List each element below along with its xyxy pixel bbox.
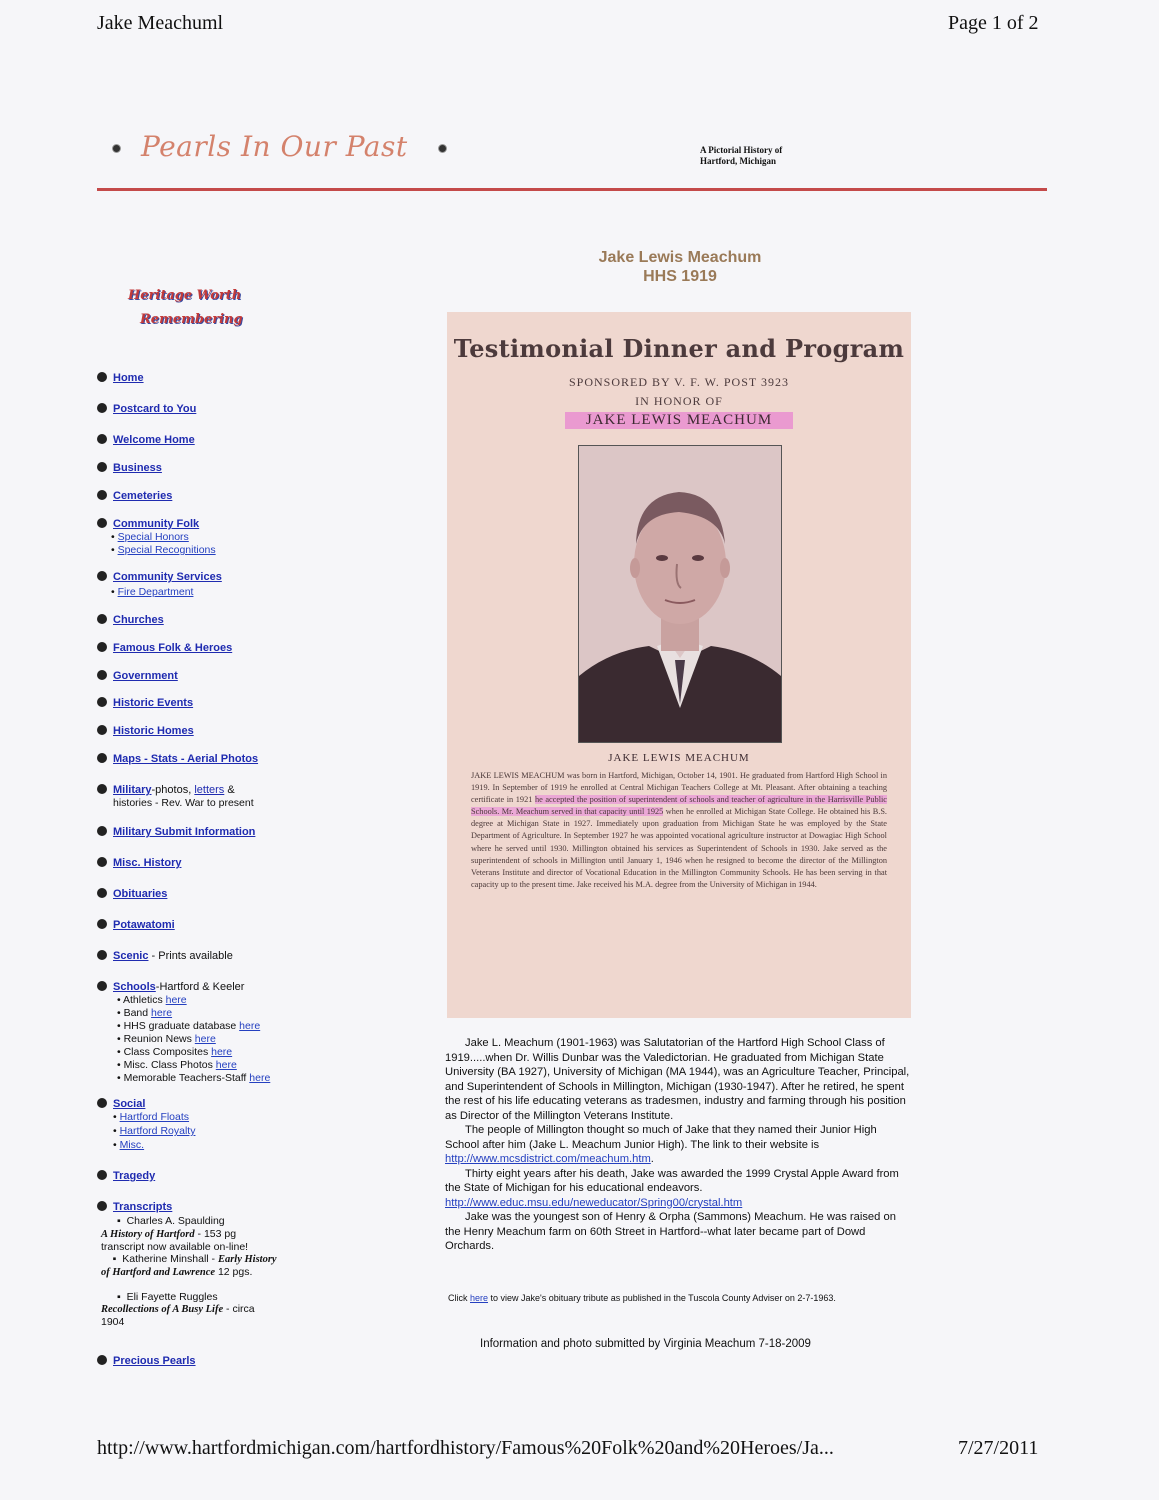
transcript-1-author: ▪ Charles A. Spaulding [117, 1215, 225, 1227]
nav-link-community-services[interactable]: Community Services [113, 571, 222, 583]
sub-here-link[interactable]: here [151, 1007, 173, 1019]
clipping-honor: IN HONOR OF [635, 394, 723, 408]
sub-here-link[interactable]: here [194, 1033, 216, 1045]
globe-icon [97, 434, 107, 444]
tagline-line-1: A Pictorial History of [700, 145, 783, 155]
nav-scenic-tail: - Prints available [148, 950, 233, 962]
nav-item-maps[interactable] [97, 753, 258, 765]
sub-label: • HHS graduate database [117, 1020, 240, 1032]
nav-link-home[interactable]: Home [113, 372, 144, 384]
nav-sub-hartford-floats[interactable]: • Hartford Floats [113, 1111, 190, 1123]
nav-item-government[interactable] [97, 670, 178, 682]
portrait-illustration [579, 446, 781, 742]
nav-sub-special-honors[interactable]: • Special Honors [111, 531, 189, 543]
bio-paragraph-3 [445, 1167, 913, 1211]
nav-link-welcome[interactable]: Welcome Home [113, 434, 195, 446]
bio-p3-text: Thirty eight years after his death, Jake was awarded the 1999 Crystal Apple Award from the State of Michigan for his educational endeavors. [445, 1167, 899, 1194]
globe-icon [97, 670, 107, 680]
pearl-icon [112, 144, 121, 153]
globe-icon [97, 725, 107, 735]
globe-icon [97, 1098, 107, 1108]
sub-here-link[interactable]: here [249, 1072, 271, 1084]
globe-icon [97, 490, 107, 500]
sub-label: • Athletics [117, 994, 166, 1006]
nav-link-potawatomi[interactable]: Potawatomi [113, 919, 175, 931]
nav-item-cemeteries[interactable] [97, 490, 172, 502]
nav-sub-band [117, 1007, 172, 1019]
nav-item-scenic[interactable] [97, 950, 233, 962]
transcript-author: Charles A. Spaulding [126, 1215, 225, 1227]
nav-link-community-folk[interactable]: Community Folk [113, 518, 200, 530]
nav-sub-hartford-royalty[interactable]: • Hartford Royalty [113, 1125, 196, 1137]
biography-text [445, 1036, 913, 1254]
bio-paragraph-1: Jake L. Meachum (1901-1963) was Salutatorian of the Hartford High School Class of 1919.....when Dr. Willis Dunbar was the Valedictorian. He graduated from Michigan State University (BA 1927), University of Michigan (MA 1944), was an Agriculture Teacher, Principal, and Superintendent of Schools in Millington, Michigan (1930-1947). After he retired, he spent the rest of his life educating veterans as tradesmen, industry and farming through his position as Director of the Millington Veterans Institute. [445, 1037, 910, 1122]
nav-military-tail-2: & [224, 784, 235, 796]
nav-military-tail: -photos, [151, 784, 195, 796]
nav-link-special-honors[interactable]: Special Honors [117, 531, 189, 543]
newspaper-clipping [447, 312, 911, 1018]
nav-link-famous-folk[interactable]: Famous Folk & Heroes [113, 642, 233, 654]
portrait-photo [578, 445, 782, 743]
obituary-link[interactable]: here [470, 1293, 489, 1303]
nav-link-historic-homes[interactable]: Historic Homes [113, 725, 194, 737]
globe-icon [97, 1201, 107, 1211]
nav-sub-class-composites [117, 1046, 232, 1058]
nav-link-letters[interactable]: letters [194, 784, 225, 796]
meachum-school-link[interactable]: http://www.mcsdistrict.com/meachum.htm [445, 1153, 651, 1165]
heritage-line-1: Heritage Worth [128, 288, 242, 303]
nav-item-postcard[interactable] [97, 403, 196, 415]
nav-item-misc-history[interactable] [97, 857, 181, 869]
nav-link-social[interactable]: Social [113, 1098, 146, 1110]
sub-label: • Class Composites [117, 1046, 212, 1058]
transcript-3-author: ▪ Eli Fayette Ruggles [117, 1291, 218, 1303]
transcript-desc: - circa 1904 [101, 1303, 255, 1328]
sub-here-link[interactable]: here [239, 1020, 261, 1032]
nav-item-community-services[interactable] [97, 571, 222, 583]
site-tagline [700, 145, 782, 167]
sub-here-link[interactable]: here [215, 1059, 237, 1071]
bio-paragraph-4: Jake was the youngest son of Henry & Orpha (Sammons) Meachum. He was raised on the Henry Meachum farm on 60th Street in Hartford--what later became part of Dowd Orchards. [445, 1211, 896, 1252]
globe-icon [97, 403, 107, 413]
clipping-highlight: he accepted the position of superintendent of schools and teacher of agriculture in the Harrisville Public Schools. Mr. Meachum served in that capacity until 1925 [471, 795, 887, 817]
sub-label: • Band [117, 1007, 152, 1019]
print-footer-date: 7/27/2011 [958, 1437, 1039, 1459]
nav-item-tragedy[interactable] [97, 1170, 155, 1182]
header-divider [97, 188, 1047, 191]
nav-link-churches[interactable]: Churches [113, 614, 164, 626]
transcript-1-detail [101, 1228, 291, 1253]
transcript-title: Recollections of A Busy Life [101, 1304, 224, 1315]
globe-icon [97, 753, 107, 763]
nav-link-fire-department[interactable]: Fire Department [117, 586, 194, 598]
nav-item-churches[interactable] [97, 614, 164, 626]
sub-here-link[interactable]: here [165, 994, 187, 1006]
globe-icon [97, 826, 107, 836]
globe-icon [97, 614, 107, 624]
clipping-sponsor: SPONSORED BY V. F. W. POST 3923 [569, 375, 789, 389]
clipping-title: Testimonial Dinner and Program [453, 334, 905, 363]
globe-icon [97, 1170, 107, 1180]
nav-item-transcripts[interactable] [97, 1201, 172, 1213]
nav-military-line-2: histories - Rev. War to present [113, 797, 254, 809]
nav-item-welcome[interactable] [97, 434, 195, 446]
nav-link-maps[interactable]: Maps - Stats - Aerial Photos [113, 753, 259, 765]
heritage-badge [128, 284, 243, 332]
nav-item-social[interactable] [97, 1098, 145, 1110]
article-title: Jake Lewis Meachum [598, 249, 762, 266]
heritage-line-2: Remembering [140, 312, 243, 327]
nav-link-precious-pearls[interactable]: Precious Pearls [113, 1355, 196, 1367]
print-header-title: Jake Meachuml [97, 12, 224, 34]
nav-item-military-submit[interactable] [97, 826, 255, 838]
nav-link-schools[interactable]: Schools [113, 981, 156, 993]
nav-link-historic-events[interactable]: Historic Events [113, 697, 194, 709]
globe-icon [97, 888, 107, 898]
nav-link-tragedy[interactable]: Tragedy [113, 1170, 156, 1182]
transcript-2: ▪ Katherine Minshall - Early History of Hartford and Lawrence 12 pgs. [101, 1253, 277, 1278]
globe-icon [97, 372, 107, 382]
obit-text-2: to view Jake's obituary tribute as published in the Tuscola County Adviser on 2-7-1963. [488, 1293, 836, 1303]
nav-schools-tail: -Hartford & Keeler [155, 981, 245, 993]
nav-sub-misc[interactable]: • Misc. [113, 1139, 145, 1151]
nav-link-hartford-floats[interactable]: Hartford Floats [119, 1111, 190, 1123]
nav-link-cemeteries[interactable]: Cemeteries [113, 490, 173, 502]
sub-label: • Memorable Teachers-Staff [117, 1072, 250, 1084]
nav-link-hartford-royalty[interactable]: Hartford Royalty [119, 1125, 196, 1137]
nav-link-obituaries[interactable]: Obituaries [113, 888, 168, 900]
globe-icon [97, 697, 107, 707]
sub-here-link[interactable]: here [211, 1046, 233, 1058]
site-logo[interactable] [112, 130, 447, 163]
crystal-apple-link[interactable]: http://www.educ.msu.edu/neweducator/Spring00/crystal.htm [445, 1196, 743, 1209]
globe-icon [97, 642, 107, 652]
nav-sub-special-recognitions[interactable]: • Special Recognitions [111, 544, 216, 556]
nav-item-business[interactable] [97, 462, 162, 474]
bio-p2-end: . [650, 1153, 654, 1165]
transcript-desc: - 153 pg [194, 1228, 237, 1240]
nav-item-historic-events[interactable] [97, 697, 193, 709]
nav-item-famous-folk[interactable] [97, 642, 232, 654]
globe-icon [97, 1355, 107, 1365]
globe-icon [97, 919, 107, 929]
sub-label: • Misc. Class Photos [117, 1059, 216, 1071]
obituary-note [448, 1293, 918, 1305]
sub-label: • Reunion News [117, 1033, 195, 1045]
transcript-desc-2: transcript now available on-line! [101, 1241, 249, 1253]
print-page-number: Page 1 of 2 [948, 12, 1039, 34]
bio-paragraph-2 [445, 1123, 913, 1167]
transcript-author: Katherine Minshall - [122, 1253, 218, 1265]
clipping-body [471, 770, 887, 891]
nav-link-business[interactable]: Business [113, 462, 162, 474]
transcript-title: A History of Hartford [101, 1229, 195, 1240]
photo-credit: Information and photo submitted by Virginia Meachum 7-18-2009 [480, 1338, 811, 1350]
obit-text-1: Click [448, 1293, 470, 1303]
nav-sub-fire-department[interactable]: • Fire Department [111, 586, 194, 598]
nav-link-military-submit[interactable]: Military Submit Information [113, 826, 256, 838]
nav-item-historic-homes[interactable] [97, 725, 194, 737]
globe-icon [97, 571, 107, 581]
pearl-icon [438, 144, 447, 153]
bio-p2-text: The people of Millington thought so much of Jake that they named their Junior High School after him (Jake L. Meachum Junior High). The link to their website is [445, 1124, 877, 1151]
article-heading [560, 248, 800, 286]
transcript-author: Eli Fayette Ruggles [126, 1291, 218, 1303]
nav-item-community-folk[interactable] [97, 518, 199, 530]
photo-caption: JAKE LEWIS MEACHUM [608, 752, 750, 764]
nav-sub-athletics [117, 994, 187, 1006]
transcript-desc: 12 pgs. [215, 1266, 253, 1278]
globe-icon [97, 950, 107, 960]
tagline-line-2: Hartford, Michigan [700, 156, 776, 166]
nav-item-obituaries[interactable] [97, 888, 167, 900]
nav-sub-class-photos [117, 1059, 237, 1071]
nav-link-scenic[interactable]: Scenic [113, 950, 149, 962]
nav-link-special-recognitions[interactable]: Special Recognitions [117, 544, 216, 556]
nav-sub-teachers [117, 1072, 270, 1084]
nav-item-precious-pearls[interactable] [97, 1355, 196, 1367]
nav-link-transcripts[interactable]: Transcripts [113, 1201, 173, 1213]
globe-icon [97, 462, 107, 472]
nav-item-home[interactable] [97, 372, 144, 384]
article-class-year: HHS 1919 [643, 268, 717, 285]
clipping-body-part-2: when he enrolled at Michigan State College. He obtained his B.S. degree at Michigan State in 1927. Immediately upon graduation from Michigan State he was employed by the State Department of Agriculture. In September 1927 he was appointed vocational agriculture instructor at Dowagiac High School where he served until 1930. Millington obtained his services as Superintendent of Schools in 1930. Jake served as the superintendent of schools in Millington until January 1, 1946 when he resigned to become the director of the Millington Veterans Institute and director of Vocational Education in the Millington Community Schools. He has been serving in that capacity up to the present time. Jake received his M.A. degree from the University of Michigan in 1944. [471, 807, 888, 889]
nav-link-military[interactable]: Military [113, 784, 152, 796]
nav-item-potawatomi[interactable] [97, 919, 175, 931]
nav-item-schools[interactable] [97, 981, 244, 993]
nav-sub-reunion-news [117, 1033, 216, 1045]
nav-link-government[interactable]: Government [113, 670, 178, 682]
globe-icon [97, 518, 107, 528]
nav-link-postcard[interactable]: Postcard to You [113, 403, 197, 415]
logo-text: Pearls In Our Past [141, 130, 408, 163]
transcript-title: Early History of Hartford and Lawrence [101, 1254, 277, 1278]
nav-sub-hhs-database [117, 1020, 260, 1032]
globe-icon [97, 857, 107, 867]
globe-icon [97, 784, 107, 794]
globe-icon [97, 981, 107, 991]
nav-link-misc-history[interactable]: Misc. History [113, 857, 182, 869]
transcript-3-detail [101, 1303, 277, 1328]
print-footer-url: http://www.hartfordmichigan.com/hartfordhistory/Famous%20Folk%20and%20Heroes/Ja... [97, 1437, 834, 1459]
nav-link-misc[interactable]: Misc. [119, 1139, 145, 1151]
nav-item-military[interactable] [97, 784, 235, 796]
clipping-honoree-name: JAKE LEWIS MEACHUM [565, 412, 793, 429]
clipping-body-part-1: JAKE LEWIS MEACHUM was born in Hartford, Michigan, October 14, 1901. He graduated from Hartford High School in 1919. In September of 1919 he enrolled at Central Michigan Teachers College at Mt. Pleasant. After obtaining a teaching certificate in 1921 [471, 771, 887, 805]
